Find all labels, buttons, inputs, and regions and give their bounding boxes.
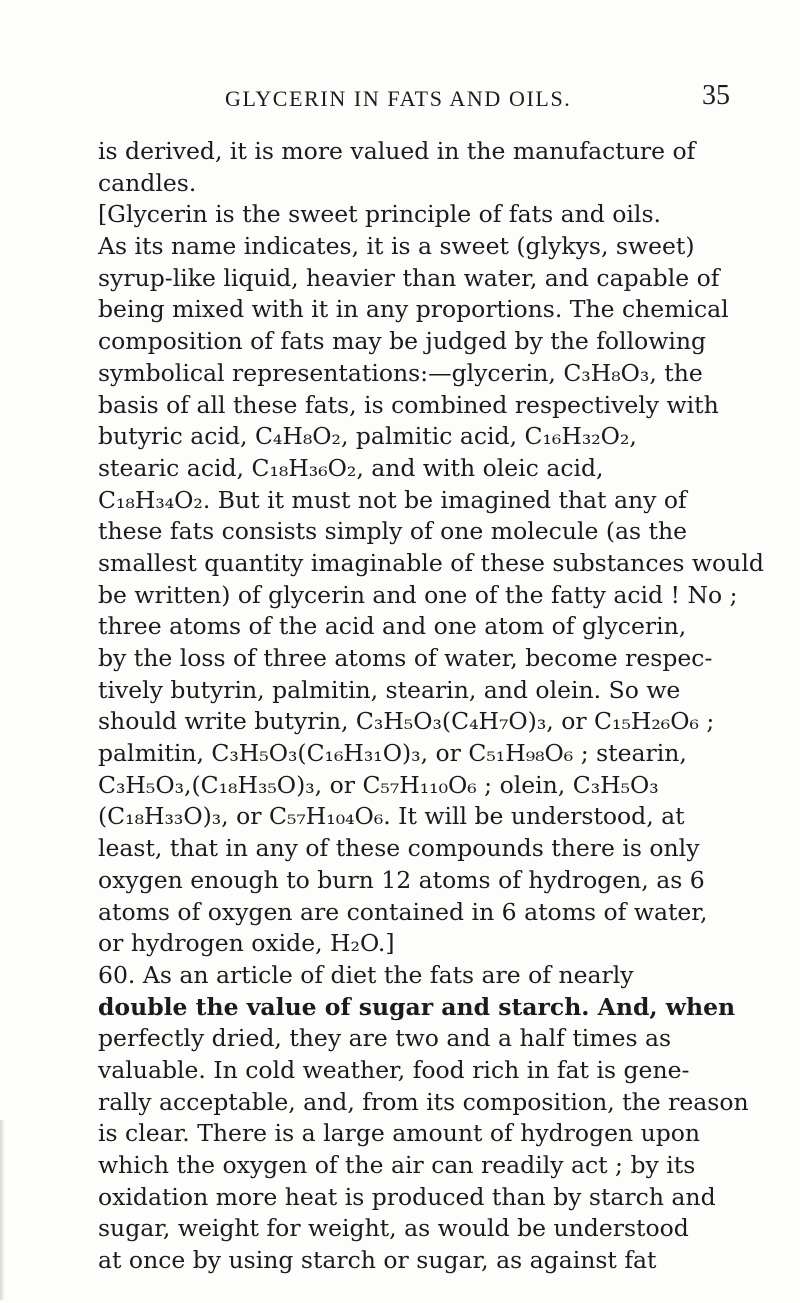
text-line: stearic acid, C₁₈H₃₆O₂, and with oleic acid, bbox=[98, 453, 604, 482]
text-line: [Glycerin is the sweet principle of fats and oils. bbox=[98, 200, 661, 229]
text-line: symbolical representations:—glycerin, C₃H₈O₃, the bbox=[98, 358, 703, 387]
text-line: double the value of sugar and starch. And, when bbox=[98, 992, 736, 1021]
text-line: oxygen enough to burn 12 atoms of hydrogen, as 6 bbox=[98, 865, 705, 894]
text-line: tively butyrin, palmitin, stearin, and olein. So we bbox=[98, 675, 681, 704]
text-line: butyric acid, C₄H₈O₂, palmitic acid, C₁₆H₃₂O₂, bbox=[98, 422, 637, 451]
page-edge-shadow bbox=[0, 1120, 5, 1300]
text-line: three atoms of the acid and one atom of glycerin, bbox=[98, 612, 687, 641]
text-line: basis of all these fats, is combined respectively with bbox=[98, 390, 719, 419]
text-line: As its name indicates, it is a sweet (glykys, sweet) bbox=[98, 232, 695, 261]
text-line: should write butyrin, C₃H₅O₃(C₄H₇O)₃, or C₁₅H₂₆O₆ ; bbox=[98, 707, 715, 736]
text-line: is clear. There is a large amount of hydrogen upon bbox=[98, 1119, 701, 1148]
text-line: atoms of oxygen are contained in 6 atoms of water, bbox=[98, 897, 708, 926]
text-line: at once by using starch or sugar, as against fat bbox=[98, 1246, 657, 1275]
text-line: or hydrogen oxide, H₂O.] bbox=[98, 929, 395, 958]
text-line: candles. bbox=[98, 168, 197, 197]
running-title: GLYCERIN IN FATS AND OILS. bbox=[225, 86, 572, 111]
page-number: 35 bbox=[702, 80, 730, 111]
paragraph-60-start: 60. As an article of diet the fats are of nearly bbox=[98, 960, 634, 989]
text-line: sugar, weight for weight, as would be understood bbox=[98, 1214, 689, 1243]
text-line: by the loss of three atoms of water, become respec- bbox=[98, 644, 713, 672]
text-line: syrup-like liquid, heavier than water, and capable of bbox=[98, 263, 720, 292]
running-header bbox=[0, 80, 800, 116]
text-line: (C₁₈H₃₃O)₃, or C₅₇H₁₀₄O₆. It will be understood, at bbox=[98, 802, 685, 831]
text-line: rally acceptable, and, from its composition, the reason bbox=[98, 1087, 749, 1116]
body-text bbox=[98, 136, 764, 1277]
text-line: these fats consists simply of one molecule (as the bbox=[98, 517, 688, 546]
text-line: C₁₈H₃₄O₂. But it must not be imagined that any of bbox=[98, 485, 687, 514]
text-line: being mixed with it in any proportions. The chemical bbox=[98, 295, 729, 324]
text-line: C₃H₅O₃,(C₁₈H₃₅O)₃, or C₅₇H₁₁₀O₆ ; olein, C₃H₅O₃ bbox=[98, 770, 659, 799]
text-line: composition of fats may be judged by the following bbox=[98, 327, 707, 356]
text-line: be written) of glycerin and one of the fatty acid ! No ; bbox=[98, 580, 738, 609]
text-line: perfectly dried, they are two and a half times as bbox=[98, 1024, 672, 1053]
text-line: smallest quantity imaginable of these substances would bbox=[98, 548, 764, 577]
text-line: oxidation more heat is produced than by starch and bbox=[98, 1182, 716, 1211]
text-line: valuable. In cold weather, food rich in fat is gene- bbox=[98, 1055, 690, 1084]
text-line: which the oxygen of the air can readily act ; by its bbox=[98, 1151, 696, 1179]
text-line: palmitin, C₃H₅O₃(C₁₆H₃₁O)₃, or C₅₁H₉₈O₆ ; stearin, bbox=[98, 739, 687, 768]
text-line: least, that in any of these compounds there is only bbox=[98, 834, 700, 863]
text-line: is derived, it is more valued in the manufacture of bbox=[98, 137, 696, 165]
